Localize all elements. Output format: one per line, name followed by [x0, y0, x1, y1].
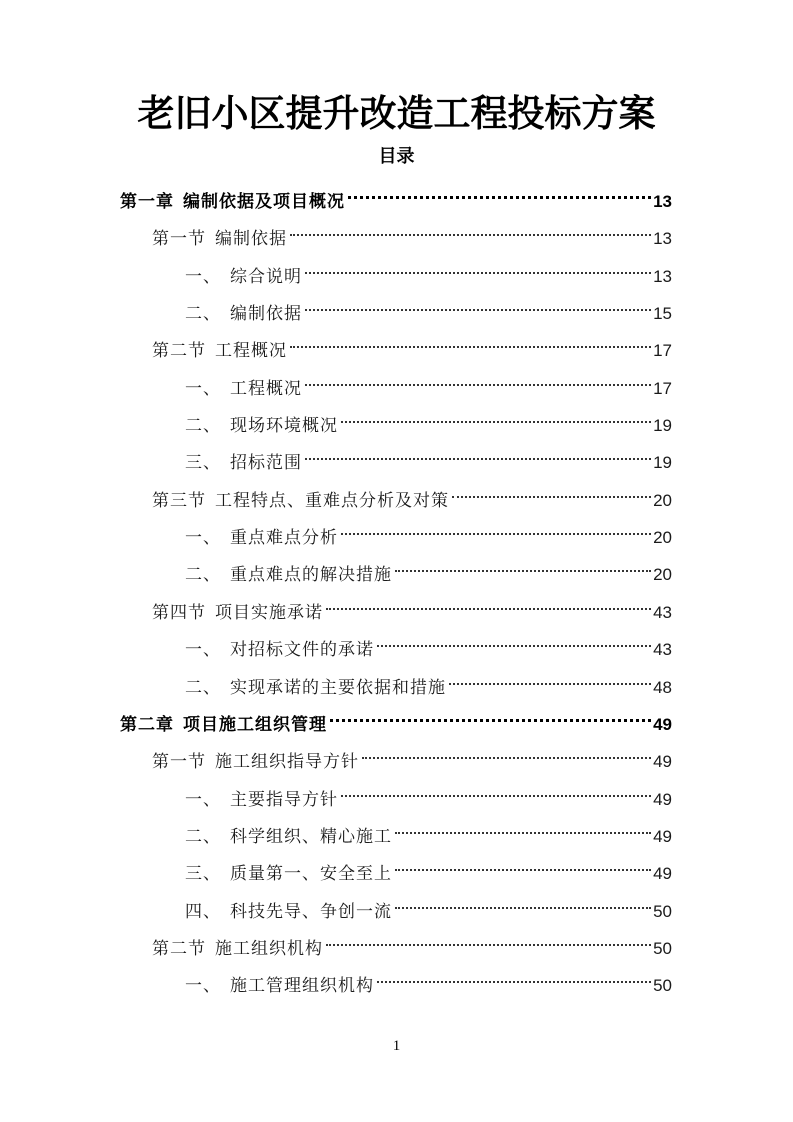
toc-entry-label: 第一节 施工组织指导方针: [152, 752, 359, 772]
toc-page-number: 20: [653, 565, 672, 584]
toc-entry-label: 二、 科学组织、精心施工: [185, 827, 392, 847]
dot-leader: [330, 700, 651, 730]
toc-entry-item[interactable]: [185, 775, 672, 810]
toc-entry-item[interactable]: [185, 961, 672, 996]
page-number: 1: [392, 1038, 401, 1054]
toc-entry-label: 二、 现场环境概况: [185, 416, 338, 436]
toc-entry-section[interactable]: [152, 924, 672, 959]
toc-page-number: 49: [653, 864, 672, 883]
dot-leader: [290, 214, 651, 244]
toc-entry-label: 二、 实现承诺的主要依据和措施: [185, 678, 446, 698]
toc-page-number: 50: [653, 902, 672, 921]
dot-leader: [395, 812, 651, 842]
dot-leader: [395, 550, 651, 580]
dot-leader: [305, 252, 651, 282]
dot-leader: [362, 737, 651, 767]
dot-leader: [326, 924, 651, 954]
toc-entry-section[interactable]: [152, 588, 672, 623]
toc-page-number: 48: [653, 678, 672, 697]
toc-entry-label: 一、 综合说明: [185, 267, 302, 287]
toc-entry-label: 第二节 施工组织机构: [152, 939, 323, 959]
toc-entry-label: 一、 重点难点分析: [185, 528, 338, 548]
toc-page-number: 43: [653, 640, 672, 659]
dot-leader: [305, 438, 651, 468]
toc-page-number: 50: [653, 976, 672, 995]
toc-entry-label: 四、 科技先导、争创一流: [185, 902, 392, 922]
toc-entry-section[interactable]: [152, 476, 672, 511]
toc-entry-label: 第四节 项目实施承诺: [152, 603, 323, 623]
toc-page-number: 13: [653, 192, 672, 211]
toc-page-number: 17: [653, 341, 672, 360]
dot-leader: [452, 476, 651, 506]
toc-entry-label: 三、 质量第一、安全至上: [185, 864, 392, 884]
dot-leader: [449, 663, 651, 693]
toc-entry-section[interactable]: [152, 737, 672, 772]
toc-entry-item[interactable]: [185, 887, 672, 922]
toc-entry-item[interactable]: [185, 849, 672, 884]
toc-page-number: 49: [653, 827, 672, 846]
toc-entry-label: 第二章 项目施工组织管理: [120, 715, 327, 735]
dot-leader: [305, 289, 651, 319]
toc-entry-label: 第一节 编制依据: [152, 229, 287, 249]
toc-entry-label: 二、 编制依据: [185, 304, 302, 324]
dot-leader: [348, 177, 651, 207]
toc-entry-label: 二、 重点难点的解决措施: [185, 565, 392, 585]
toc-entry-item[interactable]: [185, 401, 672, 436]
document-title: 老旧小区提升改造工程投标方案: [137, 91, 656, 135]
dot-leader: [341, 775, 651, 805]
toc-entry-label: 一、 工程概况: [185, 379, 302, 399]
toc-entry-item[interactable]: [185, 812, 672, 847]
toc-entry-chapter[interactable]: [120, 700, 672, 735]
toc-entry-label: 第二节 工程概况: [152, 341, 287, 361]
toc-page-number: 20: [653, 528, 672, 547]
dot-leader: [326, 588, 651, 618]
toc-entry-item[interactable]: [185, 625, 672, 660]
dot-leader: [341, 513, 651, 543]
toc-entry-item[interactable]: [185, 663, 672, 698]
toc-entry-label: 一、 对招标文件的承诺: [185, 640, 374, 660]
toc-entry-item[interactable]: [185, 289, 672, 324]
toc-page-number: 50: [653, 939, 672, 958]
toc-entry-section[interactable]: [152, 214, 672, 249]
toc-page-number: 17: [653, 379, 672, 398]
dot-leader: [377, 625, 651, 655]
dot-leader: [341, 401, 651, 431]
dot-leader: [395, 887, 651, 917]
dot-leader: [377, 961, 651, 991]
toc-entry-label: 一、 主要指导方针: [185, 790, 338, 810]
toc-entry-section[interactable]: [152, 326, 672, 361]
dot-leader: [395, 849, 651, 879]
toc-page-number: 49: [653, 790, 672, 809]
toc-entry-item[interactable]: [185, 438, 672, 473]
dot-leader: [305, 364, 651, 394]
toc-page-number: 49: [653, 715, 672, 734]
dot-leader: [290, 326, 651, 356]
toc-entry-chapter[interactable]: [120, 177, 672, 212]
toc-entry-item[interactable]: [185, 513, 672, 548]
toc-page-number: 19: [653, 416, 672, 435]
toc-entry-label: 三、 招标范围: [185, 453, 302, 473]
toc-entry-label: 第三节 工程特点、重难点分析及对策: [152, 491, 449, 511]
toc-page-number: 43: [653, 603, 672, 622]
toc-heading: 目录: [378, 146, 415, 167]
toc-page-number: 20: [653, 491, 672, 510]
toc-page-number: 13: [653, 267, 672, 286]
toc-entry-label: 第一章 编制依据及项目概况: [120, 192, 345, 212]
toc-entry-label: 一、 施工管理组织机构: [185, 976, 374, 996]
toc-entry-item[interactable]: [185, 364, 672, 399]
toc-page-number: 13: [653, 229, 672, 248]
toc-page-number: 19: [653, 453, 672, 472]
toc-entry-item[interactable]: [185, 252, 672, 287]
toc-page-number: 15: [653, 304, 672, 323]
toc-entry-item[interactable]: [185, 550, 672, 585]
toc-page-number: 49: [653, 752, 672, 771]
